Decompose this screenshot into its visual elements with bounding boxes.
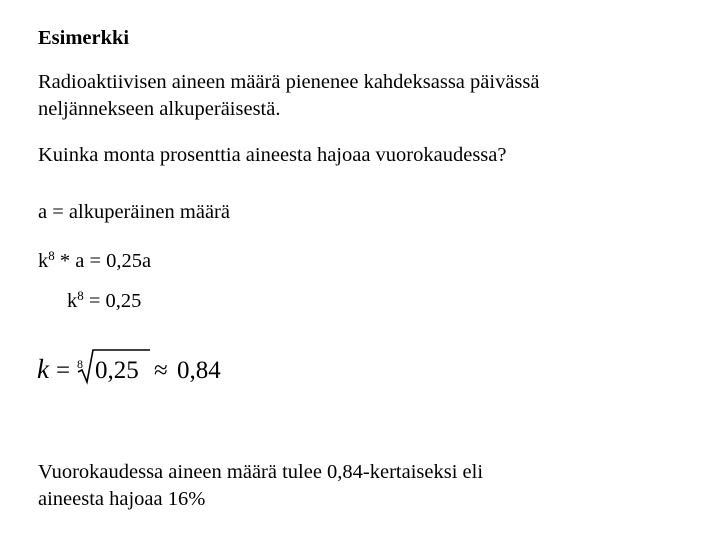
root-formula bbox=[36, 342, 236, 390]
formula-equals: = bbox=[56, 357, 71, 384]
equation-1-rest: * a = 0,25a bbox=[54, 250, 152, 272]
equation-1-base: k bbox=[38, 250, 49, 272]
problem-text-line-2: neljännekseen alkuperäisestä. bbox=[38, 98, 281, 120]
equation-2-exponent: 8 bbox=[77, 288, 84, 303]
problem-text-line-1: Radioaktiivisen aineen määrä pienenee kahdeksassa päivässä bbox=[38, 71, 540, 93]
formula-radicand: 0,25 bbox=[95, 357, 139, 384]
equation-line-1 bbox=[38, 249, 151, 274]
formula-approx: ≈ bbox=[154, 357, 168, 384]
formula-result: 0,84 bbox=[177, 357, 221, 384]
formula-root-index: 8 bbox=[77, 357, 83, 371]
slide-heading: Esimerkki bbox=[38, 27, 130, 49]
conclusion-line-1: Vuorokaudessa aineen määrä tulee 0,84-kertaiseksi eli bbox=[38, 461, 484, 483]
formula-lhs: k bbox=[37, 354, 49, 384]
equation-2-rest: = 0,25 bbox=[83, 290, 142, 312]
question-text: Kuinka monta prosenttia aineesta hajoaa vuorokaudessa? bbox=[38, 144, 507, 166]
equation-1-exponent: 8 bbox=[48, 248, 55, 263]
equation-2-base: k bbox=[67, 290, 78, 312]
equation-line-2 bbox=[67, 289, 141, 314]
variable-definition: a = alkuperäinen määrä bbox=[38, 201, 230, 223]
conclusion-line-2: aineesta hajoaa 16% bbox=[38, 488, 206, 510]
